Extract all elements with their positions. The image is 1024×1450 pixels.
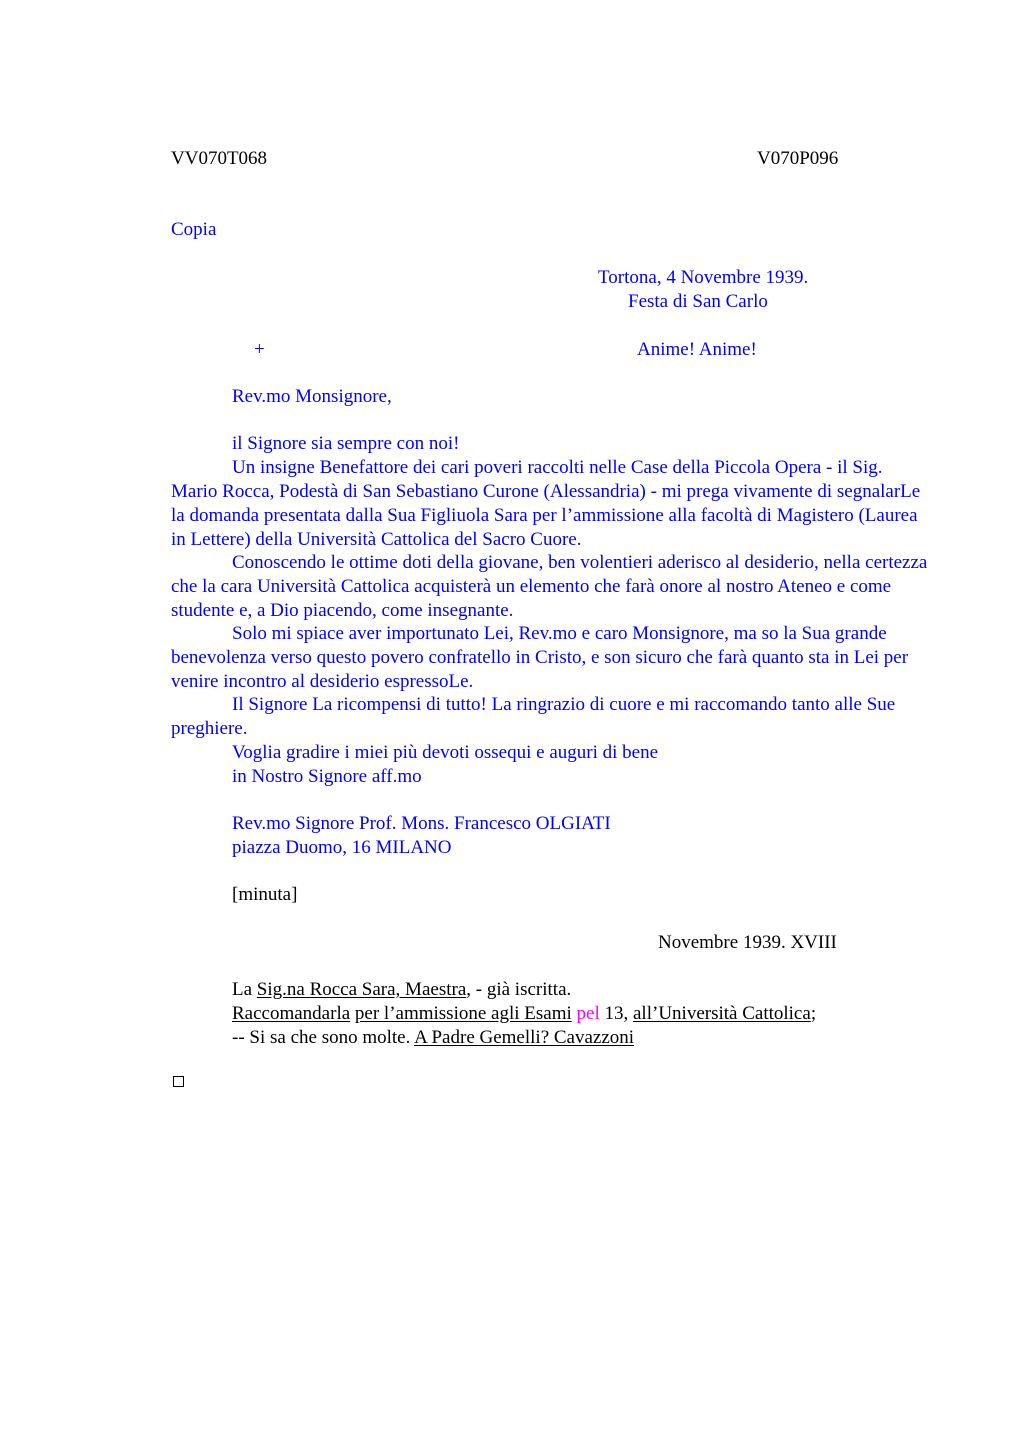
minuta-line-3-underlined: A Padre Gemelli? Cavazzoni (414, 1027, 635, 1048)
letter-paragraph-1: Un insigne Benefattore dei cari poveri raccolti nelle Case della Piccola Opera - il Sig. Mario Rocca, Podestà di San Sebastiano Curone (Alessandria) - mi prega vivamente di segnalarLe la domanda presentata dalla Sua Figliuola Sara per l’ammissione alla facoltà di Magistero (Laurea in Lettere) della Università Cattolica del Sacro Cuore. (171, 457, 921, 550)
minuta-line-2-pel: pel (576, 1003, 600, 1024)
minuta-line-1 (232, 978, 571, 1002)
letter-paragraph-4: Il Signore La ricompensi di tutto! La ringrazio di cuore e mi raccomando tanto alle Sue preghiere. (171, 694, 896, 739)
minuta-line-2-part2: per l’ammissione agli Esami (354, 1003, 572, 1024)
place-date: Tortona, 4 Novembre 1939. (598, 267, 809, 288)
minuta-line-1-underlined: Sig.na Rocca Sara, Maestra (256, 979, 467, 1000)
minuta-date: Novembre 1939. XVIII (658, 932, 837, 953)
minuta-line-2-end: ; (810, 1003, 817, 1024)
greeting: il Signore sia sempre con noi! (232, 433, 460, 454)
closing-line-1: Voglia gradire i miei più devoti ossequi e auguri di bene (232, 742, 658, 763)
recipient-address: piazza Duomo, 16 MILANO (232, 837, 452, 858)
minuta-line-2-num: 13, (599, 1003, 633, 1024)
feast-line: Festa di San Carlo (628, 291, 768, 312)
minuta-line-2-part3: all’Università Cattolica (633, 1003, 811, 1024)
recipient-name: Rev.mo Signore Prof. Mons. Francesco OLGIATI (232, 813, 611, 834)
motto: Anime! Anime! (637, 339, 757, 360)
minuta-line-1-pre: La (232, 979, 257, 1000)
minuta-line-3-pre: -- Si sa che sono molte. (232, 1027, 415, 1048)
letter-paragraph-2: Conoscendo le ottime doti della giovane, ben volentieri aderisco al desiderio, nella certezza che la cara Università Cattolica acquisterà un elemento che farà onore al nostro Ateneo e come studente e, a Dio piacendo, come insegnante. (171, 552, 928, 621)
salutation: Rev.mo Monsignore, (232, 386, 392, 407)
minuta-line-3 (232, 1026, 634, 1050)
document-code-left: VV070T068 (171, 148, 268, 169)
minuta-line-2 (232, 1002, 816, 1026)
closing-line-2: in Nostro Signore aff.mo (232, 766, 422, 787)
copy-label: Copia (171, 219, 217, 240)
minuta-line-1-post: , - già iscritta. (466, 979, 572, 1000)
minuta-label: [minuta] (232, 884, 298, 905)
letter-paragraph-3: Solo mi spiace aver importunato Lei, Rev.mo e caro Monsignore, ma so la Sua grande benevolenza verso questo povero confratello in Cristo, e son sicuro che farà quanto sta in Lei per venire incontro al desiderio espressoLe. (171, 623, 909, 692)
minuta-line-2-part1: Raccomandarla (232, 1003, 351, 1024)
checkbox-square[interactable] (173, 1076, 184, 1087)
document-code-right: V070P096 (757, 148, 839, 169)
cross-mark: + (254, 339, 265, 360)
